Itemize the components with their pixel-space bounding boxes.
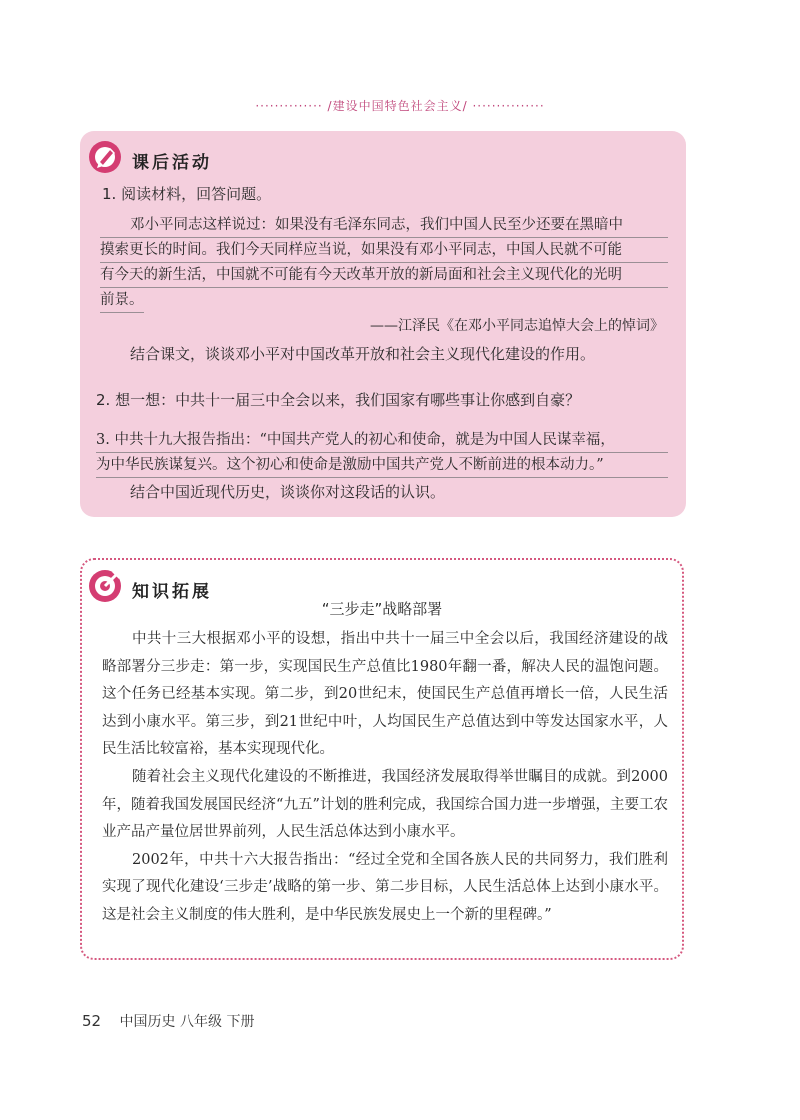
question-3-task: 结合中国近现代历史，谈谈你对这段话的认识。 [130, 483, 446, 501]
extension-paragraph: 2002年，中共十六大报告指出：“经过全党和全国各族人民的共同努力，我们胜利实现了现代化建设‘三步走’战略的第一步、第二步目标，人民生活总体上达到小康水平。这是社会主义制度的伟大胜利，是中华民族发展史上一个新的里程碑。” [102, 851, 668, 923]
quote-line: 摸索更长的时间。我们今天同样应当说，如果没有邓小平同志，中国人民就不可能 [100, 238, 668, 263]
book-title: 中国历史 八年级 下册 [119, 1014, 255, 1030]
quote-block [100, 213, 668, 322]
extension-paragraph: 随着社会主义现代化建设的不断推进，我国经济发展取得举世瞩目的成就。到2000年，随着我国发展国民经济“九五”计划的胜利完成，我国综合国力进一步增强，主要工农业产品产量位居世界前列，人民生活总体达到小康水平。 [102, 768, 668, 841]
extension-subtitle: “三步走”战略部署 [321, 600, 443, 618]
quote-line: 前景。 [100, 288, 144, 313]
question-3-line: 为中华民族谋复兴。这个初心和使命是激励中国共产党人不断前进的根本动力。” [96, 453, 668, 478]
header-dots-right: ··············· [472, 99, 545, 113]
knowledge-extension-box [80, 558, 684, 960]
question-3-line: 3. 中共十九大报告指出：“中国共产党人的初心和使命，就是为中国人民谋幸福， [96, 428, 668, 453]
question-3 [96, 428, 668, 478]
activity-title: 课后活动 [132, 153, 212, 173]
quote-line: 有今天的新生活，中国就不可能有今天改革开放的新局面和社会主义现代化的光明 [100, 263, 668, 288]
question-1-task: 结合课文，谈谈邓小平对中国改革开放和社会主义现代化建设的作用。 [130, 345, 596, 363]
question-1: 1. 阅读材料，回答问题。 [102, 185, 272, 203]
pen-icon [88, 140, 122, 174]
header-dots-left: ·············· [255, 99, 323, 113]
after-class-activity-box [80, 131, 686, 517]
extension-paragraph: 中共十三大根据邓小平的设想，指出中共十一届三中全会以后，我国经济建设的战略部署分三步走：第一步，实现国民生产总值比1980年翻一番，解决人民的温饱问题。这个任务已经基本实现。第二步，到20世纪末，使国民生产总值再增长一倍，人民生活达到小康水平。第三步，到21世纪中叶，人均国民生产总值达到中等发达国家水平，人民生活比较富裕，基本实现现代化。 [102, 631, 668, 758]
extension-title: 知识拓展 [132, 582, 212, 602]
running-header [0, 97, 800, 114]
extension-body [102, 626, 668, 930]
page-footer [82, 1011, 254, 1031]
header-title: /建设中国特色社会主义/ [327, 99, 468, 113]
page-number: 52 [82, 1012, 102, 1030]
question-2: 2. 想一想：中共十一届三中全会以来，我们国家有哪些事让你感到自豪？ [96, 391, 581, 409]
quote-source: ——江泽民《在邓小平同志追悼大会上的悼词》 [370, 318, 664, 334]
quote-line: 邓小平同志这样说过：如果没有毛泽东同志，我们中国人民至少还要在黑暗中 [100, 213, 668, 238]
